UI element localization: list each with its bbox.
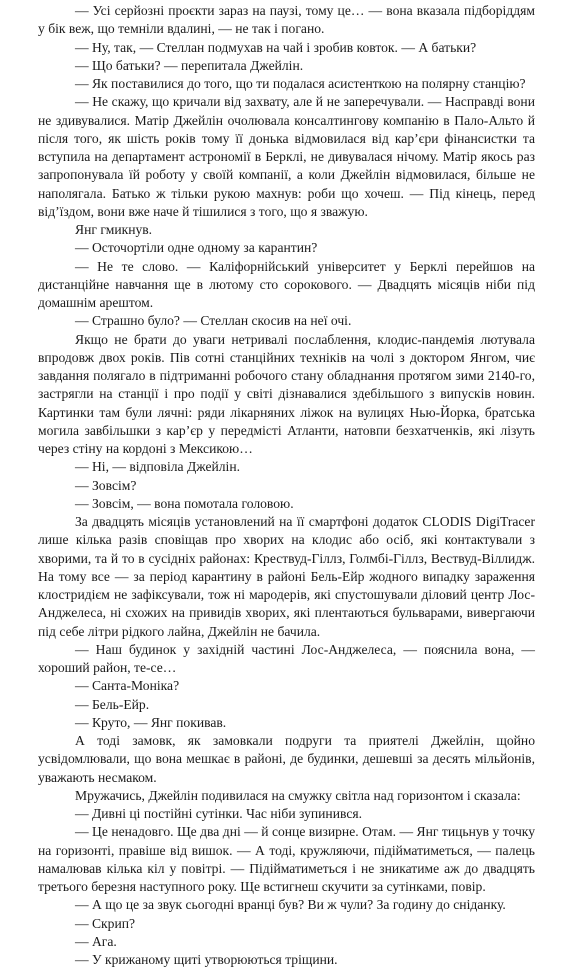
paragraph-13: — Зовсім, — вона помотала головою.	[75, 495, 294, 511]
paragraph-14: За двадцять місяців установлений на її смартфоні додаток CLODIS DigiTracer лише кілька разів сповіщав про хворих на клодис або осіб, які контактували з хворими, та й то в сусідніх районах: Крествуд-Гіллз, Голмбі-Гіллз, Вествуд-Віллидж. На тому все — за період карантину в районі Бель-Ейр жодного випадку зараження клостридієм не зафіксували, тож ні мародерів, які спустошували діловий центр Лос-Анджелеса, ні схожих на привидів хворих, які плентаються бульварами, вивергаючи під себе літри рідкого лайна, Джейлін не бачила.	[38, 514, 535, 639]
paragraph-4: — Як поставилися до того, що ти подалася асистенткою на полярну станцію?	[75, 76, 526, 91]
paragraph-20: Мружачись, Джейлін подивилася на смужку світла над горизонтом і сказала:	[75, 787, 521, 803]
paragraph-25: — Ага.	[75, 933, 117, 949]
paragraph-21: — Дивні ці постійні сутінки. Час ніби зупинився.	[75, 806, 363, 821]
paragraph-5: — Не скажу, що кричали від захвату, але й не заперечували. — Насправді вони не здивувалися. Матір Джейлін очолювала консалтингову компанію в Пало-Альто й після того, як шість років тому її донька відмовилася від кар’єри фінансистки та вступила на департамент астрономії в Берклі, не дивувалася нічому. Матір якось раз запропонувала їй роботу у своїй компанії, а коли Джейлін відмовилася, більше не наполягала. Батько ж тільки рукою махнув: роби що хочеш. — Під кінець, перед від’їздом, вони вже наче й тішилися з того, що я зважую.	[38, 94, 535, 219]
paragraph-23: — А що це за звук сьогодні вранці був? Ви ж чули? За годину до сніданку.	[75, 897, 506, 913]
paragraph-26: — У крижаному щиті утворюються тріщини.	[75, 952, 338, 967]
paragraph-16: — Санта-Моніка?	[75, 678, 180, 694]
paragraph-17: — Бель-Ейр.	[75, 696, 150, 712]
paragraph-6: Янг гмикнув.	[75, 222, 153, 237]
paragraph-1: — Усі серйозні проєкти зараз на паузі, тому це… — вона вказала підборіддям у бік веж, що темніли вдалині, — не так і погано.	[38, 3, 535, 37]
paragraph-22: — Це ненадовго. Ще два дні — й сонце визирне. Отам. — Янг тицьнув у точку на горизонті, правіше від вишок. — А тоді, кружляючи, підійматиметься, — палець намалював кілька кіл у повітрі. — Підійматиметься і не зникатиме аж до двадцять третього березня наступного року. Ще встигнеш скучити за сутінками, повір.	[38, 824, 535, 894]
paragraph-2: — Ну, так, — Стеллан подмухав на чай і зробив ковток. — А батьки?	[75, 39, 477, 55]
paragraph-19: А тоді замовк, як замовкали подруги та приятелі Джейлін, щойно усвідомлювали, що вона мешкає в районі, де будинки, дешевші за десять мільйонів, уважають несмаком.	[38, 733, 535, 785]
paragraph-18: — Круто, — Янг покивав.	[75, 714, 227, 730]
paragraph-8: — Не те слово. — Каліфорнійський університет у Берклі перейшов на дистанційне навчання ще в лютому сто сорокового. — Двадцять місяців ніби під домашнім арештом.	[38, 258, 535, 310]
paragraph-15: — Наш будинок у західній частині Лос-Анджелеса, — пояснила вона, — хороший район, те-се…	[38, 641, 535, 675]
paragraph-9: — Страшно було? — Стеллан скосив на неї очі.	[75, 313, 352, 329]
paragraph-10: Якщо не брати до уваги нетривалі послаблення, клодис-пандемія лютувала впродовж двох років. Пів сотні станційних техніків на чолі з доктором Янгом, чиє завдання полягало в підтриманні робочого стану обладнання протягом зими 2140-го, застрягли на станції і про події у світі дізнавалися здебільшого з випусків новин. Картинки там були лячні: ряди лікарняних ліжок на вулицях Нью-Йорка, братська могила завбільшки з кар’єр у передмісті Атланти, натовпи безхатченків, які лізуть через стіну на кордоні з Мексикою…	[38, 331, 535, 456]
paragraph-3: — Що батьки? — перепитала Джейлін.	[75, 57, 304, 73]
paragraph-24: — Скрип?	[75, 915, 136, 931]
paragraph-11: — Ні, — відповіла Джейлін.	[75, 459, 240, 475]
paragraph-7: — Осточортіли одне одному за карантин?	[75, 240, 318, 256]
paragraph-12: — Зовсім?	[75, 477, 137, 493]
